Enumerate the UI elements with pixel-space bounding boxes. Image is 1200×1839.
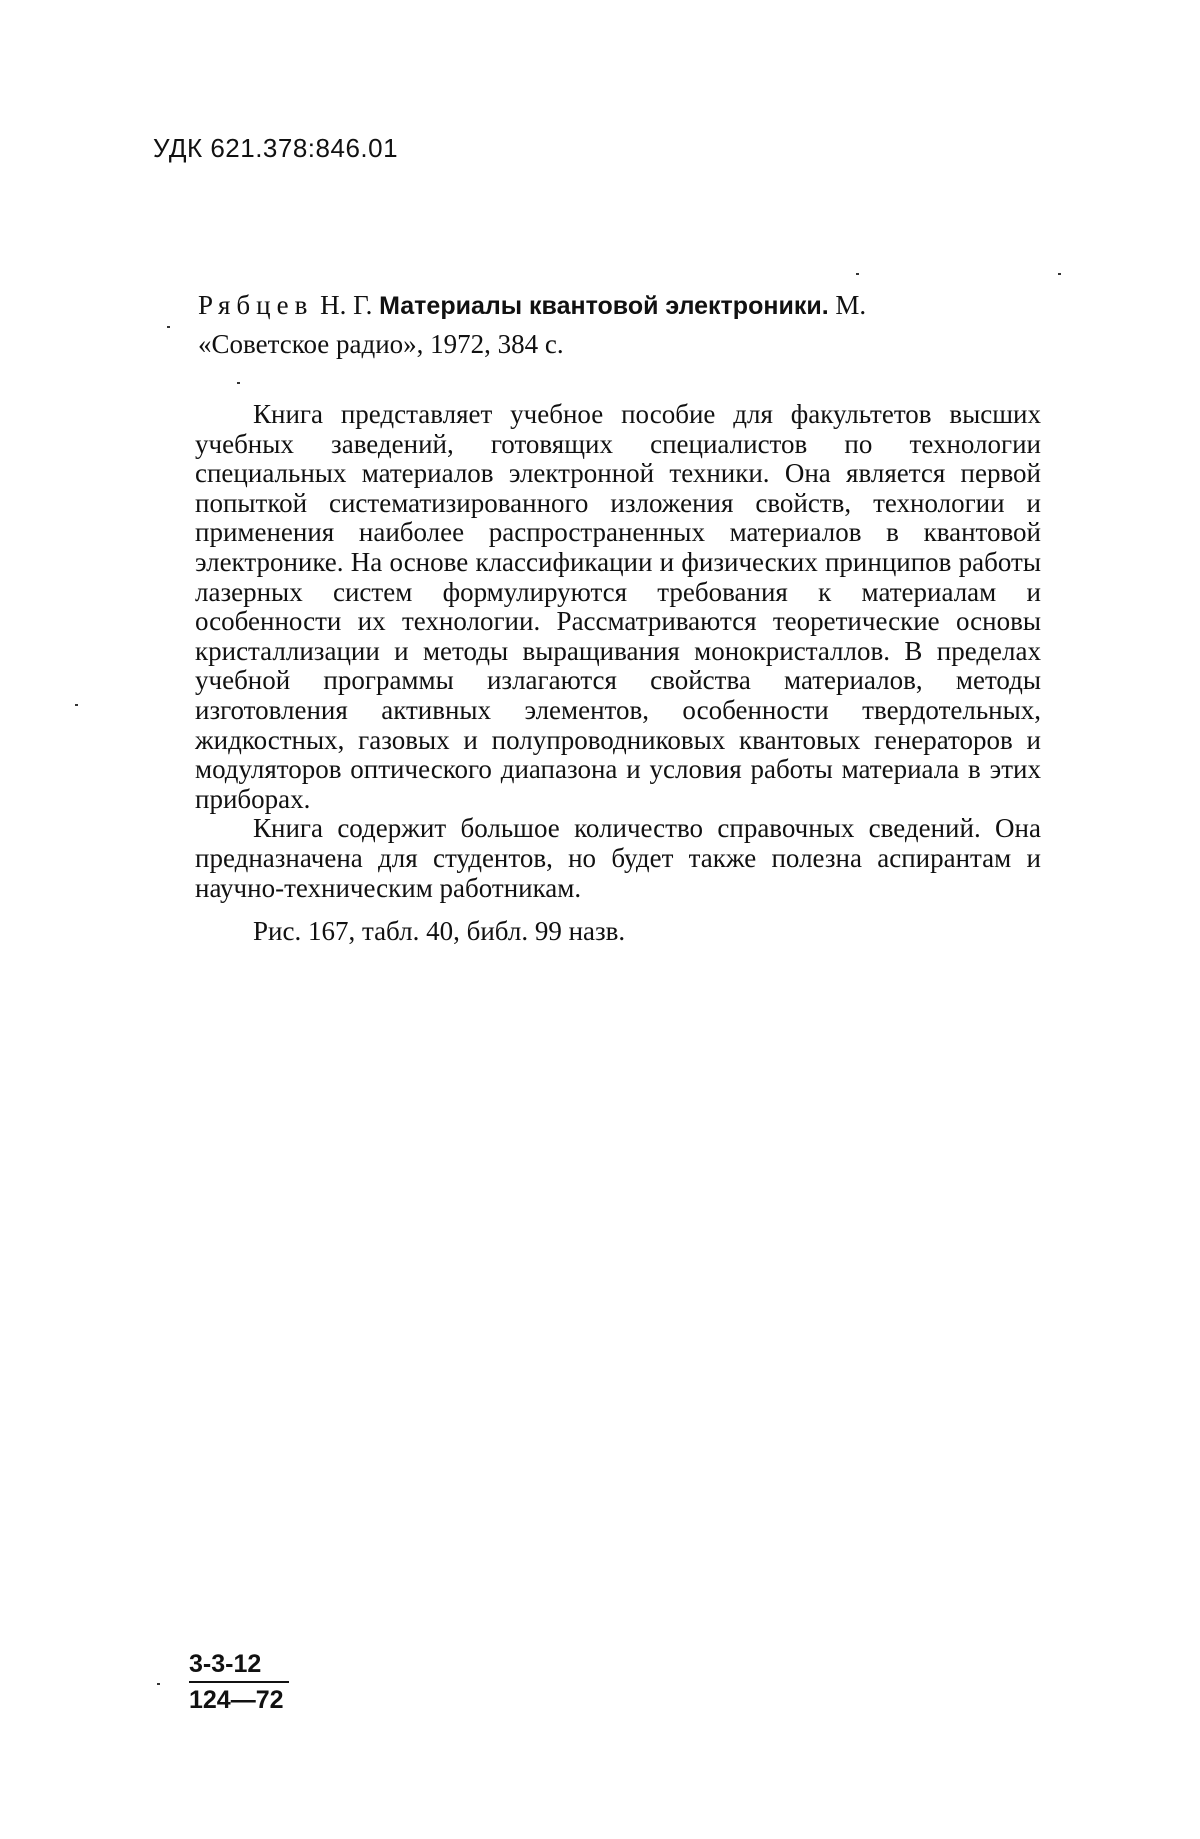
abstract-paragraph-2: Книга содержит большое количество справочных сведений. Она предназначена для студентов, но будет также полезна аспирантам и научно-техническим работникам. — [195, 813, 1041, 903]
scan-speck — [1058, 273, 1061, 275]
publisher-code-numerator: 3-3-12 — [189, 1647, 289, 1683]
book-title: Материалы квантовой электроники. — [379, 292, 829, 320]
scan-speck — [237, 382, 240, 384]
publisher-code-denominator: 124—72 — [189, 1686, 284, 1714]
scan-speck — [167, 326, 170, 328]
author-initials: Н. Г. — [320, 290, 373, 320]
publisher-year-pages: «Советское радио», 1972, 384 с. — [198, 329, 564, 359]
illustration-stats: Рис. 167, табл. 40, библ. 99 назв. — [253, 916, 626, 947]
author-surname: Рябцев — [198, 290, 314, 320]
publisher-code — [189, 1647, 289, 1717]
abstract — [195, 400, 1041, 947]
scan-speck — [157, 1683, 160, 1685]
udc-code: УДК 621.378:846.01 — [153, 133, 399, 163]
bibliographic-record — [198, 286, 1040, 363]
scan-speck — [75, 704, 78, 706]
abstract-paragraph-1: Книга представляет учебное пособие для факультетов высших учебных заведений, готовящих специалистов по технологии специальных материалов электронной техники. Она является первой попыткой систематизированного изложения свойств, технологии и применения наиболее распространенных материалов в квантовой электронике. На основе классификации и физических принципов работы лазерных систем формулируются требования к материалам и особенности их технологии. Рассматриваются теоретические основы кристаллизации и методы выращивания монокристаллов. В пределах учебной программы излагаются свойства материалов, методы изготовления активных элементов, особенности твердотельных, жидкостных, газовых и полупроводниковых квантовых генераторов и модуляторов оптического диапазона и условия работы материала в этих приборах. — [195, 399, 1041, 814]
publication-city: М. — [835, 290, 867, 320]
scan-speck — [856, 273, 859, 275]
